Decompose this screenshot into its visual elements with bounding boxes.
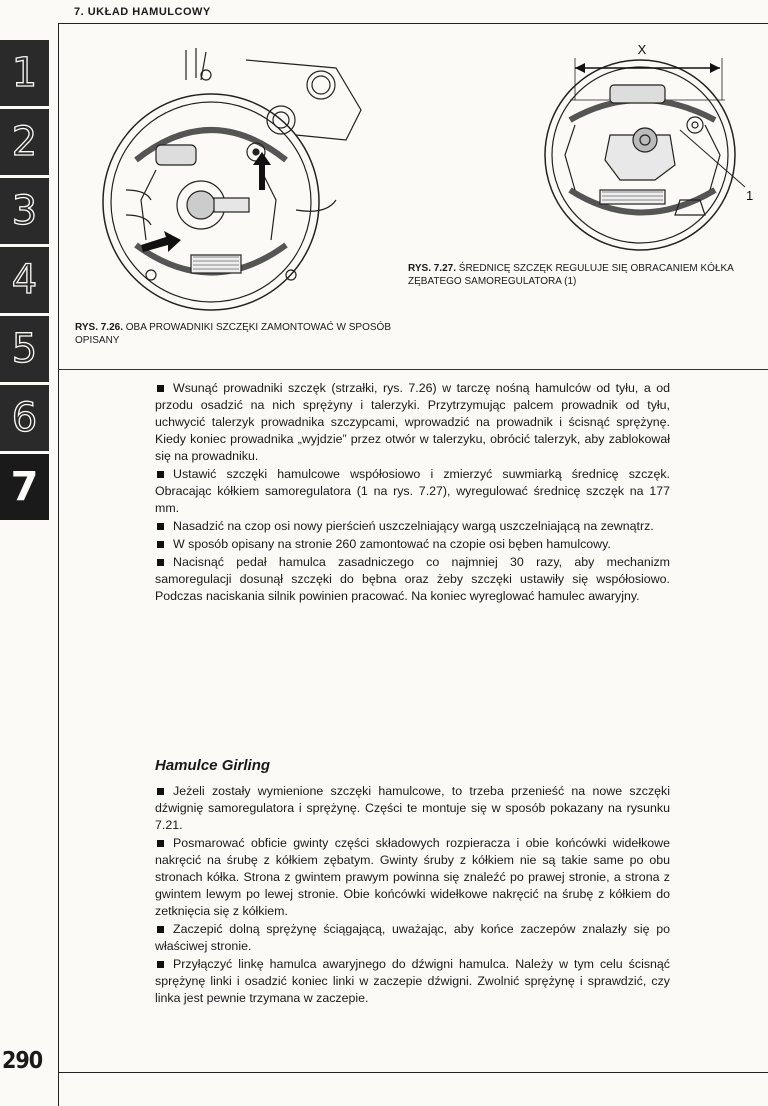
paragraph — [155, 536, 670, 553]
paragraph-text: Jeżeli zostały wymienione szczęki hamulcowe, to trzeba przenieść na nowe szczęki dźwignię samoregulatora i sprężynę. Części te montuje się w sposób pokazany na rysunku 7.21. — [155, 784, 670, 832]
figure-7-26-caption — [75, 321, 415, 347]
chapter-tab-4[interactable] — [0, 247, 49, 313]
chapter-tabs — [0, 40, 49, 523]
instructions-block-2 — [155, 783, 670, 1008]
bullet-square-icon — [157, 541, 164, 548]
bullet-square-icon — [157, 961, 164, 968]
caption-text: ŚREDNICĘ SZCZĘK REGULUJE SIĘ OBRACANIEM KÓŁKA ZĘBATEGO SAMOREGULATORA (1) — [408, 263, 734, 287]
paragraph-text: Nasadzić na czop osi nowy pierścień uszczelniający wargą uszczelniającą na zewnątrz. — [173, 519, 654, 533]
paragraph — [155, 783, 670, 834]
bullet-square-icon — [157, 559, 164, 566]
paragraph — [155, 518, 670, 535]
figure-label: RYS. 7.26. — [75, 322, 123, 333]
tab-number: 3 — [11, 188, 38, 234]
tab-number: 5 — [11, 326, 38, 372]
paragraph-text: Przyłączyć linkę hamulca awaryjnego do dźwigni hamulca. Należy w tym celu ścisnąć sprężynę linki i osadzić koniec linki w zaczepie dźwigni. Zwolnić sprężynę i sprawdzić, czy linka jest pewnie trzymana w zaczepie. — [155, 957, 670, 1005]
paragraph-text: Zaczepić dolną sprężynę ściągającą, uważając, aby końce zaczepów znalazły się po właściwej stronie. — [155, 922, 670, 953]
page-number: 290 — [2, 1048, 43, 1074]
paragraph — [155, 956, 670, 1007]
callout-1-label: 1 — [746, 188, 754, 203]
dimension-x-label: X — [637, 42, 647, 57]
paragraph — [155, 466, 670, 517]
shoe-diameter-figure-7-27 — [530, 40, 758, 252]
tab-number: 1 — [11, 50, 38, 96]
tab-number: 4 — [11, 257, 38, 303]
bullet-square-icon — [157, 523, 164, 530]
figure-label: RYS. 7.27. — [408, 263, 456, 274]
paragraph-text: Posmarować obficie gwinty części składowych rozpieracza i obie końcówki widełkowe nakręcić na śrubę z kółkiem zębatym. Gwinty śruby z kółkiem nie są takie same po obu stronach kółka. Strona z gwintem prawym powinna się znaleźć po prawej stronie, a strona z gwintem lewym po lewej stronie. Obie końcówki widełkowe nakręcić na śrubę z kółkiem do zetknięcia się z kółkiem. — [155, 836, 670, 918]
paragraph — [155, 380, 670, 465]
margin-rule — [58, 23, 59, 1106]
chapter-tab-7[interactable] — [0, 454, 49, 520]
footer-rule — [58, 1072, 768, 1073]
paragraph-text: Wsunąć prowadniki szczęk (strzałki, rys. 7.26) w tarczę nośną hamulców od tyłu, a od przodu osadzić na nich sprężyny i talerzyki. Przytrzymując palcem prowadnik od tyłu, uchwycić talerzyk prowadnika szczypcami, wprowadzić na prowadnik i ścisnąć sprężynę. Kiedy koniec prowadnika „wyjdzie” przez otwór w talerzyku, obrócić talerzyk, aby zablokował się na prowadniku. — [155, 381, 670, 463]
paragraph — [155, 835, 670, 920]
paragraph-text: Ustawić szczęki hamulcowe współosiowo i zmierzyć suwmiarką średnicę szczęk. Obracając kółkiem samoregulatora (1 na rys. 7.27), wyregulować średnicę szczęk na 177 mm. — [155, 467, 670, 515]
chapter-tab-5[interactable] — [0, 316, 49, 382]
paragraph-text: Nacisnąć pedał hamulca zasadniczego co najmniej 30 razy, aby mechanizm samoregulacji dosunął szczęki do bębna oraz żeby szczęki ustawiły się współosiowo. Podczas naciskania silnik powinien pracować. Na koniec wyreglować hamulec awaryjny. — [155, 555, 670, 603]
bullet-square-icon — [157, 926, 164, 933]
paragraph — [155, 921, 670, 955]
chapter-tab-6[interactable] — [0, 385, 49, 451]
paragraph — [155, 554, 670, 605]
tab-number: 7 — [10, 464, 39, 510]
section-title: Hamulce Girling — [155, 757, 271, 774]
paragraph-text: W sposób opisany na stronie 260 zamontować na czopie osi bęben hamulcowy. — [173, 537, 611, 551]
bullet-square-icon — [157, 385, 164, 392]
tab-number: 6 — [11, 395, 38, 441]
caption-text: OBA PROWADNIKI SZCZĘKI ZAMONTOWAĆ W SPOSÓB OPISANY — [75, 322, 391, 346]
figure-7-27-caption — [408, 262, 758, 288]
chapter-header: 7. UKŁAD HAMULCOWY — [74, 6, 211, 18]
chapter-tab-3[interactable] — [0, 178, 49, 244]
tab-number: 2 — [11, 119, 38, 165]
bullet-square-icon — [157, 471, 164, 478]
brake-assembly-figure-7-26 — [96, 40, 366, 312]
instructions-block-1 — [155, 380, 670, 606]
chapter-tab-2[interactable] — [0, 109, 49, 175]
bullet-square-icon — [157, 840, 164, 847]
chapter-tab-1[interactable] — [0, 40, 49, 106]
section-separator — [58, 369, 768, 370]
bullet-square-icon — [157, 788, 164, 795]
header-rule — [58, 23, 768, 24]
